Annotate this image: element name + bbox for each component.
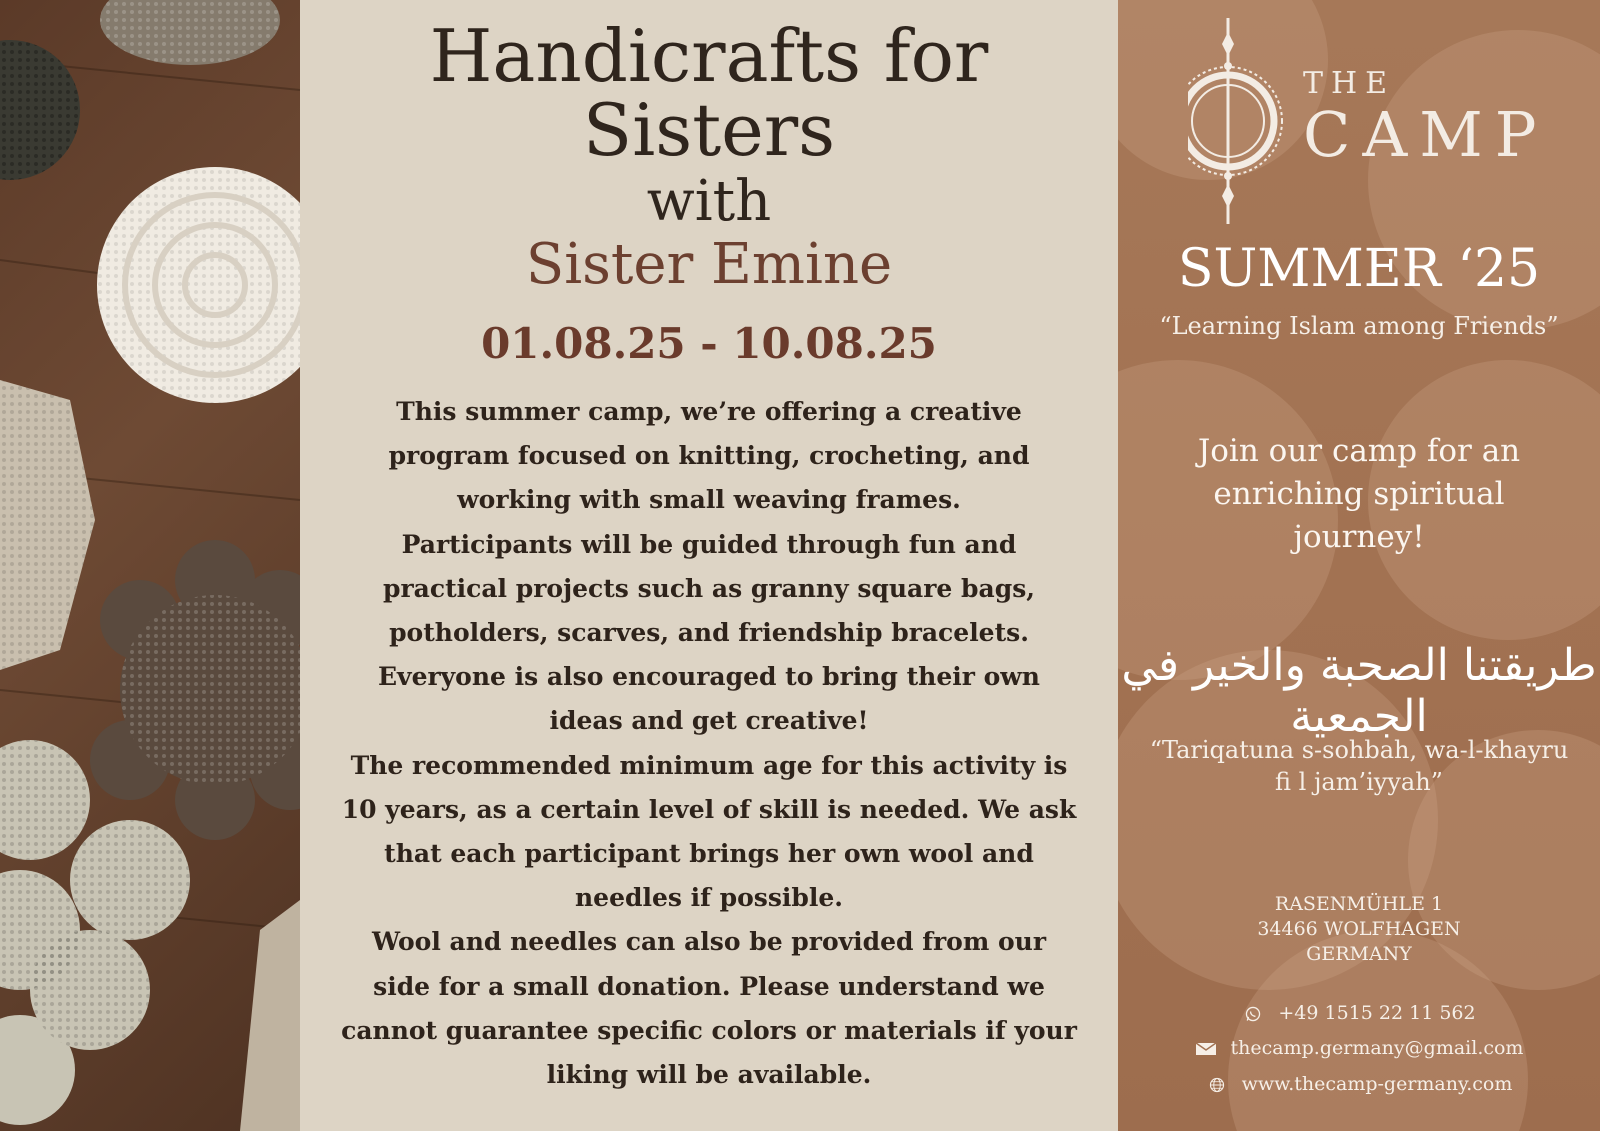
event-title-line1: Handicrafts for (429, 14, 989, 98)
motto-transliteration: “Tariqatuna s-sohbah, wa-l-khayru fi l jam’iyyah” (1149, 736, 1569, 796)
description-paragraph: Participants will be guided through fun and practical projects such as granny square bags, potholders, scarves, and friendship bracelets. (383, 529, 1035, 648)
invitation-text: Join our camp for an enriching spiritual journey! (1197, 433, 1521, 555)
crochet-illustration (0, 0, 300, 1131)
season-heading: SUMMER ‘25 (1177, 239, 1541, 299)
arabic-motto: طريقتنا الصحبة والخير في الجمعية (1121, 640, 1597, 742)
address-country: GERMANY (1306, 943, 1412, 965)
contact-email (1118, 1037, 1600, 1059)
website-link[interactable]: www.thecamp-germany.com (1241, 1073, 1513, 1095)
address-block (1118, 892, 1600, 967)
whatsapp-icon (1242, 1005, 1264, 1023)
contact-website (1118, 1073, 1600, 1095)
contact-phone (1118, 1002, 1600, 1024)
phone-number[interactable]: +49 1515 22 11 562 (1278, 1002, 1476, 1024)
address-city: 34466 WOLFHAGEN (1257, 918, 1461, 940)
camp-info-panel (1118, 0, 1600, 1131)
description-paragraph: This summer camp, we’re offering a creative program focused on knitting, crocheting, and working with small weaving frames. (388, 397, 1030, 515)
globe-icon (1206, 1076, 1228, 1094)
with-label: with (646, 169, 772, 234)
event-description (340, 390, 1078, 1097)
crochet-photo (0, 0, 300, 1131)
camp-logo-emblem (1188, 18, 1318, 228)
event-dates: 01.08.25 - 10.08.25 (481, 319, 937, 368)
email-address[interactable]: thecamp.germany@gmail.com (1230, 1037, 1524, 1059)
logo-the-text: THE (1303, 66, 1396, 101)
logo-camp-text: CAMP (1303, 98, 1549, 171)
event-title-line2: Sisters (582, 88, 836, 172)
description-paragraph: Everyone is also encouraged to bring their own ideas and get creative! (378, 662, 1040, 736)
address-street: RASENMÜHLE 1 (1274, 893, 1444, 915)
description-paragraph: Wool and needles can also be provided from our side for a small donation. Please understand we cannot guarantee specific colors or materials if your liking will be available. (341, 927, 1077, 1090)
envelope-icon (1195, 1040, 1217, 1058)
description-paragraph: The recommended minimum age for this activity is 10 years, as a certain level of skill is needed. We ask that each participant brings her own wool and needles if possible. (341, 750, 1077, 913)
camp-motto: “Learning Islam among Friends” (1159, 312, 1559, 340)
event-details-panel (300, 0, 1118, 1131)
host-name: Sister Emine (525, 232, 893, 297)
